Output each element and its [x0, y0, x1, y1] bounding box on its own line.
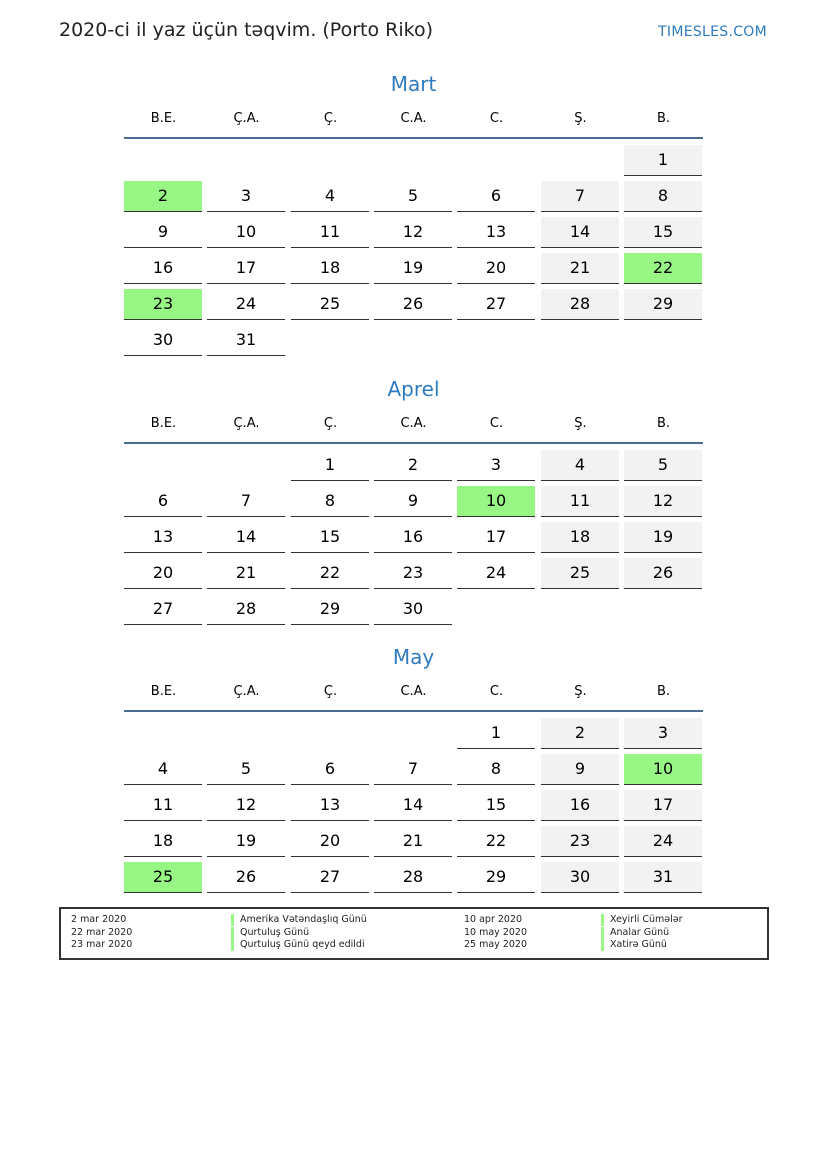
day-cell: 10	[207, 217, 285, 248]
site-link[interactable]: TIMESLES.COM	[658, 24, 767, 40]
weekday-label: C.	[489, 684, 504, 699]
day-cell: 9	[124, 217, 202, 248]
legend-date: 22 mar 2020	[71, 926, 133, 938]
weekday-label: B.	[656, 416, 671, 431]
day-cell: 26	[374, 289, 452, 320]
day-cell: 3	[207, 181, 285, 212]
day-cell: 14	[207, 522, 285, 553]
weekday-label: Ş.	[574, 111, 587, 126]
day-cell: 13	[291, 790, 369, 821]
day-cell: 18	[291, 253, 369, 284]
legend-holiday-name: Qurtuluş Günü qeyd edildi	[231, 939, 365, 951]
day-cell: 5	[374, 181, 452, 212]
day-cell: 23	[541, 826, 619, 857]
day-cell: 21	[374, 826, 452, 857]
day-cell: 5	[624, 450, 702, 481]
day-cell: 29	[291, 594, 369, 625]
day-cell: 24	[207, 289, 285, 320]
day-cell: 20	[124, 558, 202, 589]
day-cell: 1	[457, 718, 535, 749]
weekday-label: Ç.	[323, 416, 338, 431]
day-cell: 15	[291, 522, 369, 553]
weekday-label: B.	[656, 684, 671, 699]
weekday-label: Ş.	[574, 416, 587, 431]
day-cell: 16	[374, 522, 452, 553]
day-cell: 8	[624, 181, 702, 212]
weekday-label: C.	[489, 416, 504, 431]
day-cell: 19	[624, 522, 702, 553]
day-cell: 26	[207, 862, 285, 893]
day-cell: 13	[124, 522, 202, 553]
day-cell: 17	[457, 522, 535, 553]
day-cell: 12	[207, 790, 285, 821]
day-cell: 3	[624, 718, 702, 749]
day-cell: 7	[374, 754, 452, 785]
legend-holiday-name: Amerika Vətəndaşlıq Günü	[231, 914, 367, 926]
holiday-day-cell: 25	[124, 862, 202, 893]
day-cell: 23	[374, 558, 452, 589]
day-cell: 29	[624, 289, 702, 320]
day-cell: 28	[207, 594, 285, 625]
day-cell: 13	[457, 217, 535, 248]
day-cell: 30	[124, 325, 202, 356]
day-cell: 11	[291, 217, 369, 248]
weekday-header	[124, 414, 703, 444]
legend-holiday-name: Xeyirli Cümələr	[601, 914, 683, 926]
legend-holiday-name: Xatirə Günü	[601, 939, 667, 951]
day-cell: 15	[624, 217, 702, 248]
day-cell: 25	[541, 558, 619, 589]
holiday-day-cell: 22	[624, 253, 702, 284]
day-cell: 16	[541, 790, 619, 821]
day-cell: 1	[291, 450, 369, 481]
day-cell: 7	[207, 486, 285, 517]
day-cell: 20	[291, 826, 369, 857]
day-cell: 6	[124, 486, 202, 517]
day-cell: 8	[457, 754, 535, 785]
holiday-legend	[59, 907, 769, 960]
weekday-label: B.E.	[150, 684, 177, 699]
day-cell: 22	[291, 558, 369, 589]
month-title: Mart	[390, 72, 437, 96]
weekday-label: Ş.	[574, 684, 587, 699]
weekday-label: C.A.	[400, 684, 427, 699]
weekday-label: Ç.	[323, 684, 338, 699]
day-cell: 19	[374, 253, 452, 284]
day-cell: 17	[624, 790, 702, 821]
day-cell: 25	[291, 289, 369, 320]
day-cell: 6	[291, 754, 369, 785]
day-cell: 11	[124, 790, 202, 821]
day-cell: 12	[624, 486, 702, 517]
weekday-label: Ç.	[323, 111, 338, 126]
day-cell: 30	[541, 862, 619, 893]
weekday-label: C.	[489, 111, 504, 126]
day-cell: 14	[374, 790, 452, 821]
month-title: Aprel	[387, 377, 440, 401]
day-cell: 18	[124, 826, 202, 857]
day-cell: 19	[207, 826, 285, 857]
day-cell: 6	[457, 181, 535, 212]
day-cell: 17	[207, 253, 285, 284]
legend-date: 25 may 2020	[464, 939, 528, 950]
day-cell: 30	[374, 594, 452, 625]
day-cell: 21	[541, 253, 619, 284]
day-cell: 15	[457, 790, 535, 821]
weekday-label: Ç.A.	[233, 111, 260, 126]
day-cell: 8	[291, 486, 369, 517]
day-cell: 4	[124, 754, 202, 785]
day-cell: 31	[207, 325, 285, 356]
day-cell: 3	[457, 450, 535, 481]
day-cell: 5	[207, 754, 285, 785]
day-cell: 27	[291, 862, 369, 893]
weekday-label: B.E.	[150, 416, 177, 431]
holiday-day-cell: 10	[624, 754, 702, 785]
day-cell: 1	[624, 145, 702, 176]
day-cell: 14	[541, 217, 619, 248]
day-cell: 4	[291, 181, 369, 212]
day-cell: 21	[207, 558, 285, 589]
day-cell: 27	[457, 289, 535, 320]
day-cell: 31	[624, 862, 702, 893]
holiday-day-cell: 23	[124, 289, 202, 320]
weekday-label: C.A.	[400, 416, 427, 431]
page-title: 2020-ci il yaz üçün təqvim. (Porto Riko)	[59, 19, 433, 41]
day-cell: 20	[457, 253, 535, 284]
weekday-label: Ç.A.	[233, 416, 260, 431]
legend-holiday-name: Qurtuluş Günü	[231, 927, 309, 939]
weekday-label: C.A.	[400, 111, 427, 126]
weekday-label: B.	[656, 111, 671, 126]
holiday-day-cell: 2	[124, 181, 202, 212]
weekday-label: B.E.	[150, 111, 177, 126]
day-cell: 28	[541, 289, 619, 320]
day-cell: 9	[374, 486, 452, 517]
legend-holiday-name: Analar Günü	[601, 927, 669, 939]
day-cell: 2	[374, 450, 452, 481]
day-cell: 28	[374, 862, 452, 893]
weekday-header	[124, 682, 703, 712]
day-cell: 29	[457, 862, 535, 893]
day-cell: 26	[624, 558, 702, 589]
day-cell: 18	[541, 522, 619, 553]
weekday-header	[124, 109, 703, 139]
legend-date: 10 may 2020	[464, 926, 528, 938]
month-title: May	[392, 645, 435, 669]
day-cell: 9	[541, 754, 619, 785]
day-cell: 16	[124, 253, 202, 284]
day-cell: 24	[457, 558, 535, 589]
legend-date: 23 mar 2020	[71, 939, 133, 950]
weekday-label: Ç.A.	[233, 684, 260, 699]
legend-date: 2 mar 2020	[71, 914, 127, 925]
day-cell: 4	[541, 450, 619, 481]
day-cell: 11	[541, 486, 619, 517]
day-cell: 24	[624, 826, 702, 857]
day-cell: 7	[541, 181, 619, 212]
day-cell: 2	[541, 718, 619, 749]
day-cell: 12	[374, 217, 452, 248]
day-cell: 22	[457, 826, 535, 857]
legend-date: 10 apr 2020	[464, 914, 523, 925]
day-cell: 27	[124, 594, 202, 625]
holiday-day-cell: 10	[457, 486, 535, 517]
